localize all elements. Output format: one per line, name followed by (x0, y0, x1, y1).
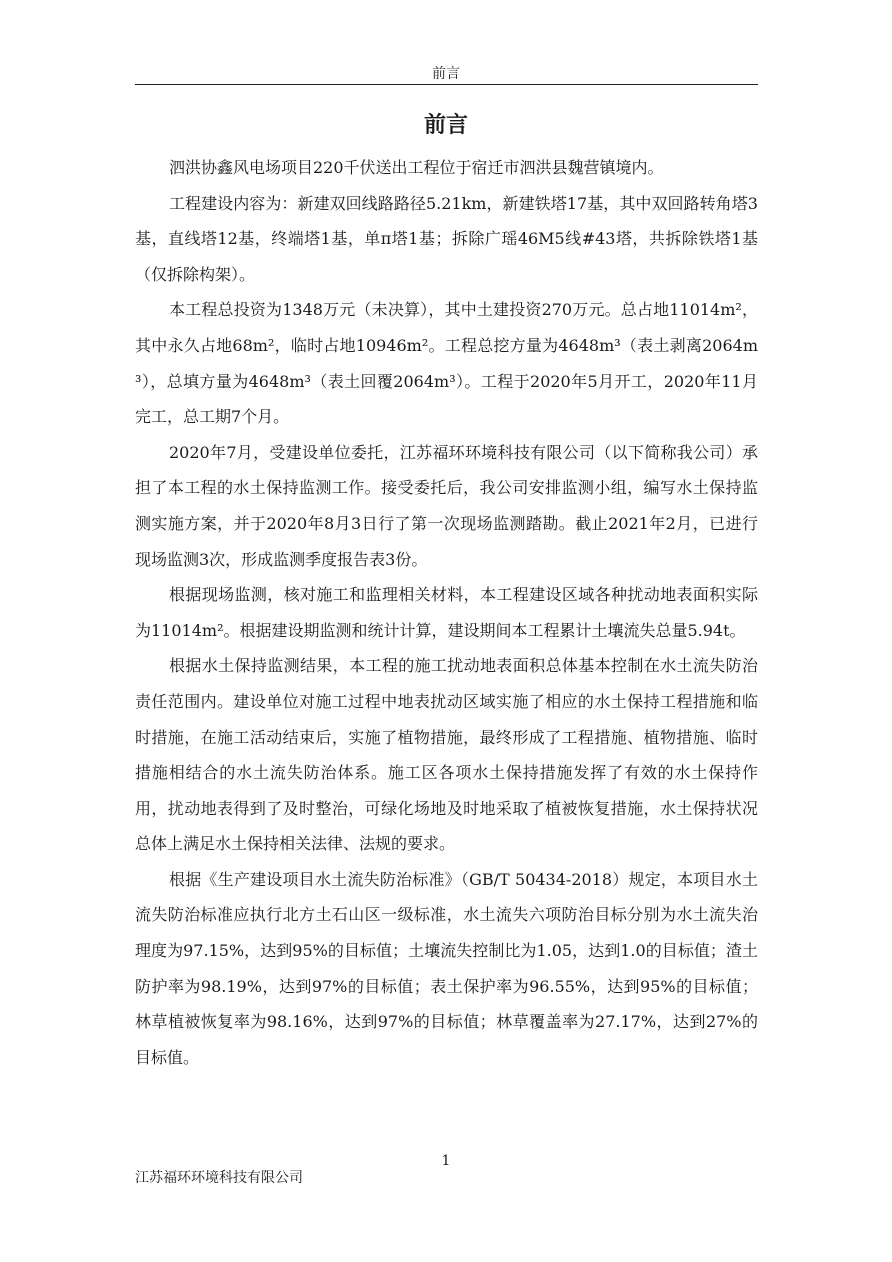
paragraph-construction-content: 工程建设内容为：新建双回线路路径5.21km，新建铁塔17基，其中双回路转角塔3基，直线塔12基，终端塔1基，单π塔1基；拆除广瑶46M5线#43塔，共拆除铁塔1基（仅拆除构架）。 (135, 193, 758, 284)
footer-company: 江苏福环环境科技有限公司 (135, 1170, 303, 1186)
paragraph-monitoring-commission: 2020年7月，受建设单位委托，江苏福环环境科技有限公司（以下简称我公司）承担了本工程的水土保持监测工作。接受委托后，我公司安排监测小组，编写水土保持监测实施方案，并于2020年8月3日行了第一次现场监测踏勘。截止2021年2月，已进行现场监测3次，形成监测季度报告表3份。 (135, 442, 758, 569)
paragraph-location: 泗洪协鑫风电场项目220千伏送出工程位于宿迁市泗洪县魏营镇境内。 (169, 158, 664, 177)
page-number: 1 (441, 1153, 451, 1169)
paragraph-investment: 本工程总投资为1348万元（未决算），其中土建投资270万元。总占地11014m²，其中永久占地68m²，临时占地10946m²。工程总挖方量为4648m³（表土剥离2064m³），总填方量为4648m³（表土回覆2064m³）。工程于2020年5月开工，2020年11月完工，总工期7个月。 (135, 300, 758, 427)
page-title: 前言 (423, 112, 468, 138)
running-header: 前言 (432, 66, 460, 82)
paragraph-monitoring-results: 根据水土保持监测结果，本工程的施工扰动地表面积总体基本控制在水土流失防治责任范围内。建设单位对施工过程中地表扰动区域实施了相应的水土保持工程措施和临时措施，在施工活动结束后，实施了植物措施，最终形成了工程措施、植物措施、临时措施相结合的水土流失防治体系。施工区各项水土保持措施发挥了有效的水土保持作用，扰动地表得到了及时整治，可绿化场地及时地采取了植被恢复措施，水土保持状况总体上满足水土保持相关法律、法规的要求。 (135, 656, 758, 854)
header-divider (135, 84, 758, 85)
paragraph-disturbed-area: 根据现场监测，核对施工和监理相关材料，本工程建设区域各种扰动地表面积实际为11014m²。根据建设期监测和统计计算，建设期间本工程累计土壤流失总量5.94t。 (135, 585, 758, 640)
body-text (135, 150, 758, 1075)
paragraph-standards: 根据《生产建设项目水土流失防治标准》（GB/T 50434-2018）规定，本项目水土流失防治标准应执行北方土石山区一级标准，水土流失六项防治目标分别为水土流失治理度为97.15%，达到95%的目标值；土壤流失控制比为1.05，达到1.0的目标值；渣土防护率为98.19%，达到97%的目标值；表土保护率为96.55%，达到95%的目标值；林草植被恢复率为98.16%，达到97%的目标值；林草覆盖率为27.17%，达到27%的目标值。 (135, 869, 758, 1067)
